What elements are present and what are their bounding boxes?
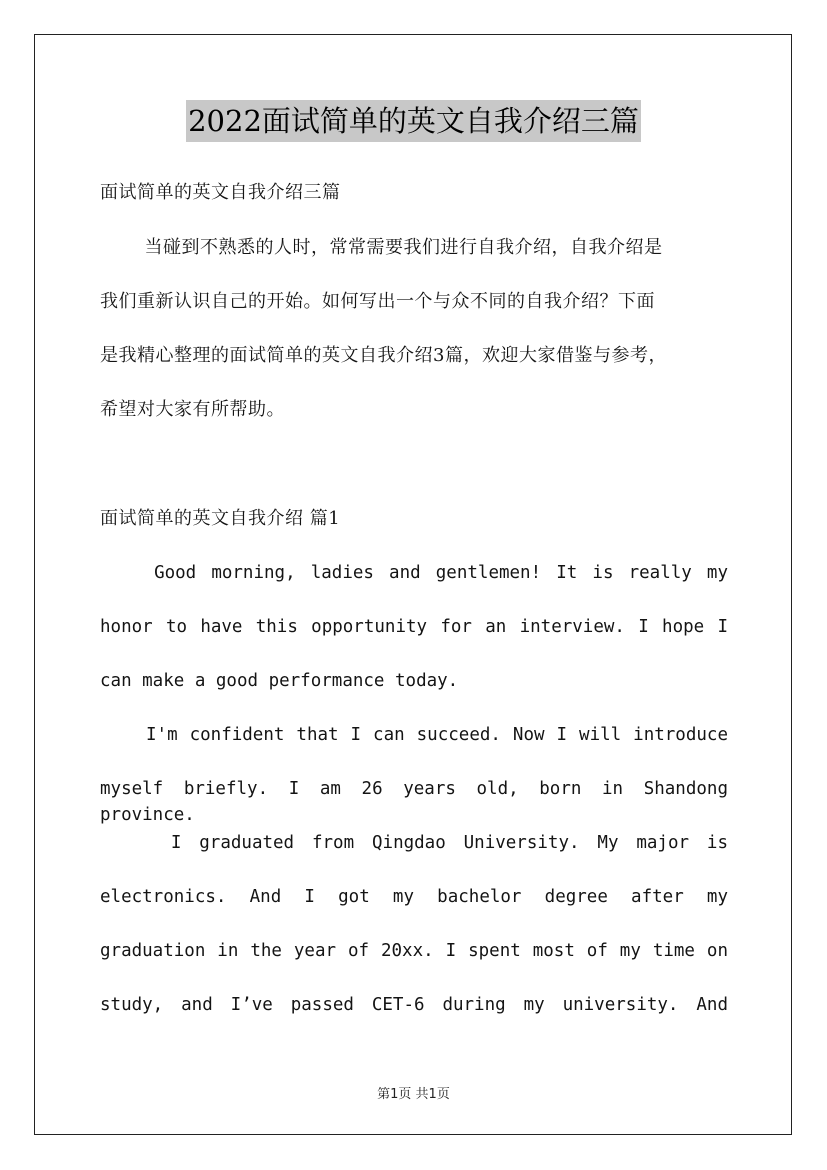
intro-line-1: 当碰到不熟悉的人时，常常需要我们进行自我介绍，自我介绍是: [126, 237, 663, 258]
title-container: [0, 100, 827, 142]
body-line-2: honor to have this opportunity for an interview. I hope I: [100, 617, 728, 637]
body-line-7: electronics. And I got my bachelor degree after my: [100, 887, 728, 907]
section-heading: 面试简单的英文自我介绍 篇1: [100, 508, 341, 529]
body-line-4: I'm confident that I can succeed. Now I will introduce: [146, 725, 728, 745]
body-line-1: Good morning, ladies and gentlemen! It is really my: [132, 563, 728, 583]
body-line-6: I graduated from Qingdao University. My major is: [146, 833, 728, 853]
document-title: 2022面试简单的英文自我介绍三篇: [186, 100, 641, 142]
intro-line-2: 我们重新认识自己的开始。如何写出一个与众不同的自我介绍？下面: [100, 291, 655, 312]
body-line-8: graduation in the year of 20xx. I spent most of my time on: [100, 941, 728, 961]
intro-line-4: 希望对大家有所帮助。: [100, 399, 285, 420]
intro-line-3: 是我精心整理的面试简单的英文自我介绍3篇，欢迎大家借鉴与参考，: [100, 345, 667, 366]
body-line-9: study, and I’ve passed CET-6 during my university. And: [100, 995, 728, 1015]
body-line-5: myself briefly. I am 26 years old, born in Shandong province.: [100, 779, 728, 825]
body-line-3: can make a good performance today.: [100, 671, 459, 691]
page-number-footer: 第1页 共1页: [377, 1087, 450, 1102]
document-subtitle: 面试简单的英文自我介绍三篇: [100, 182, 341, 203]
